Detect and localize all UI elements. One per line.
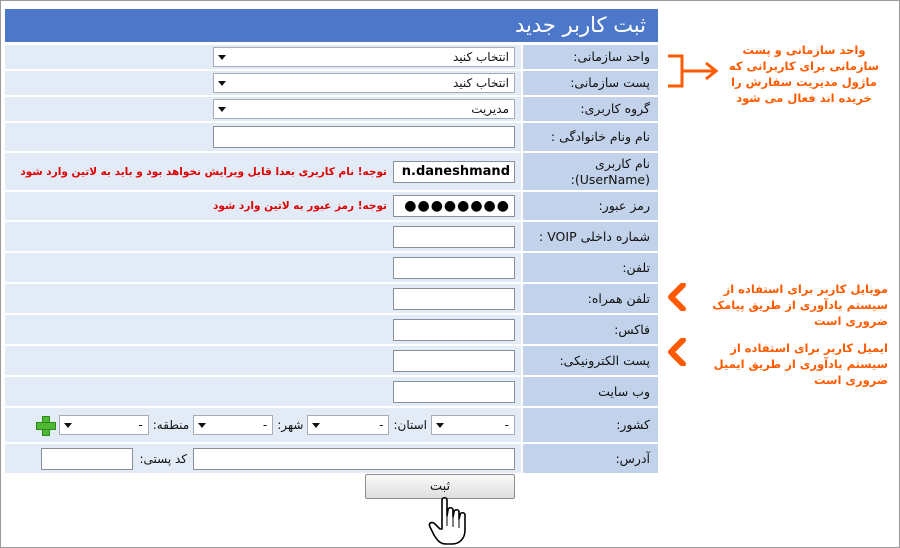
mobile-label: تلفن همراه: (523, 284, 658, 313)
postal-code-label: کد پستی: (139, 451, 187, 466)
row-org-post (5, 71, 658, 95)
voip-label: شماره داخلی VOIP : (523, 222, 658, 251)
org-post-label: پست سازمانی: (523, 71, 658, 95)
chevron-down-icon (312, 423, 320, 428)
password-warning: توجه! رمز عبور به لاتین وارد شود (212, 200, 387, 212)
row-user-group (5, 97, 658, 121)
chevron-left-icon (667, 338, 687, 366)
city-select[interactable]: - (193, 415, 273, 435)
row-password (5, 192, 658, 220)
row-phone (5, 253, 658, 282)
fax-input[interactable] (393, 319, 515, 341)
row-username (5, 153, 658, 190)
username-warning: توجه! نام کاربری بعدا قابل ویرایش نخواهد بود و باید به لاتین وارد شود (20, 165, 387, 178)
password-label: رمز عبور: (523, 192, 658, 220)
chevron-down-icon (198, 423, 206, 428)
user-group-select[interactable]: مدیریت (213, 99, 515, 119)
fax-label: فاکس: (523, 315, 658, 344)
row-location (5, 408, 658, 442)
email-label: پست الکترونیکی: (523, 346, 658, 375)
user-group-label: گروه کاربری: (523, 97, 658, 121)
full-name-label: نام ونام خانوادگی : (523, 123, 658, 151)
row-org-unit (5, 45, 658, 69)
chevron-down-icon (436, 423, 444, 428)
country-label: کشور: (523, 408, 658, 442)
user-registration-form (5, 9, 658, 475)
org-annotation: واحد سازمانی و پست سازمانی برای کاربرانی که ماژول مدیریت سفارش را خریده اند فعال می شود (728, 43, 880, 105)
row-fax (5, 315, 658, 344)
email-input[interactable] (393, 350, 515, 372)
postal-code-input[interactable] (41, 448, 133, 470)
website-input[interactable] (393, 381, 515, 403)
row-address (5, 444, 658, 473)
province-select[interactable]: - (307, 415, 389, 435)
row-mobile (5, 284, 658, 313)
bracket-arrow-icon (666, 54, 722, 88)
org-unit-select[interactable]: انتخاب کنید (213, 47, 515, 67)
address-label: آدرس: (523, 444, 658, 473)
chevron-down-icon (218, 107, 226, 112)
chevron-left-icon (667, 283, 687, 311)
submit-button[interactable]: ثبت (365, 474, 515, 499)
email-annotation: ایمیل کاربر برای استفاده از سیستم یادآوری از طریق ایمیل ضروری است (713, 341, 888, 387)
mobile-input[interactable] (393, 288, 515, 310)
voip-input[interactable] (393, 226, 515, 248)
plus-icon[interactable] (35, 415, 55, 435)
country-select[interactable]: - (431, 415, 515, 435)
chevron-down-icon (218, 55, 226, 60)
full-name-input[interactable] (213, 126, 515, 148)
row-full-name (5, 123, 658, 151)
mobile-annotation: موبایل کاربر برای استفاده از سیستم یادآوری از طریق پیامک ضروری است (712, 282, 888, 328)
username-input[interactable]: n.daneshmand (393, 161, 515, 183)
hand-cursor-icon (428, 496, 472, 546)
website-label: وب سایت (523, 377, 658, 406)
chevron-down-icon (218, 81, 226, 86)
phone-input[interactable] (393, 257, 515, 279)
org-post-select[interactable]: انتخاب کنید (213, 73, 515, 93)
chevron-down-icon (64, 423, 72, 428)
username-label: نام کاربری (UserName): (523, 153, 658, 190)
city-label: شهر: (277, 418, 304, 432)
password-input[interactable]: ●●●●●●●● (393, 195, 515, 217)
region-select[interactable]: - (59, 415, 149, 435)
row-email (5, 346, 658, 375)
phone-label: تلفن: (523, 253, 658, 282)
row-website (5, 377, 658, 406)
address-input[interactable] (193, 448, 515, 470)
province-label: استان: (393, 418, 427, 432)
org-unit-label: واحد سازمانی: (523, 45, 658, 69)
form-title: ثبت کاربر جدید (5, 9, 658, 42)
row-voip (5, 222, 658, 251)
region-label: منطقه: (152, 418, 190, 432)
